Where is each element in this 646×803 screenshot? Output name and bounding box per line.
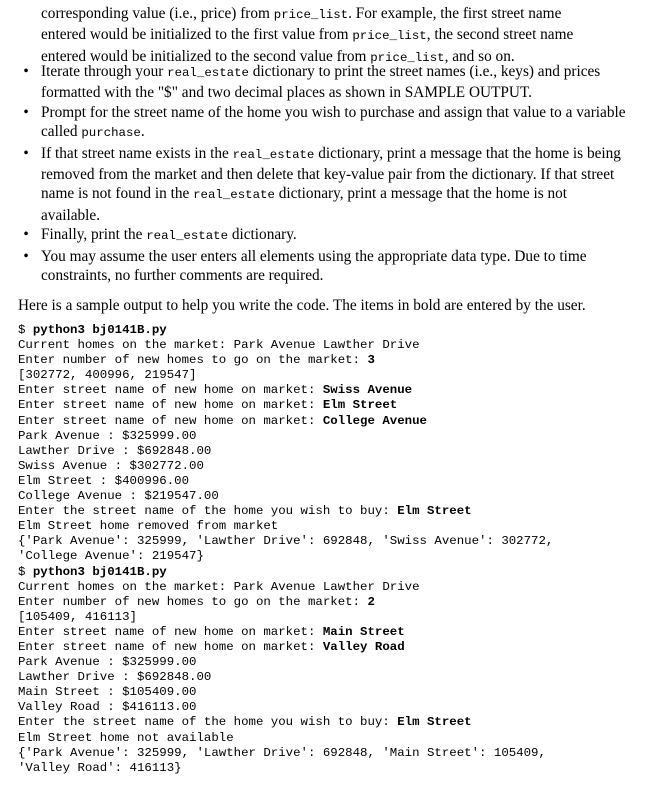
terminal-line [18, 414, 638, 429]
program-output: Enter number of new homes to go on the market: [18, 353, 368, 368]
terminal-line [18, 474, 638, 489]
intro-text: . For example, the first street name [348, 5, 562, 22]
terminal-line [18, 700, 638, 715]
intro-line [41, 25, 626, 46]
program-output: Enter the street name of the home you wish to buy: [18, 504, 398, 519]
bullet-item [0, 62, 626, 103]
shell-prompt: $ [18, 323, 33, 337]
bullet-list [0, 62, 646, 285]
bullet-text: . [140, 123, 145, 141]
terminal-line [18, 731, 638, 746]
program-output: [302772, 400996, 219547] [18, 368, 197, 383]
bullet-dot-icon: • [23, 103, 29, 121]
intro-text: corresponding value (i.e., price) from [41, 5, 274, 22]
terminal-line [18, 565, 638, 580]
program-output: College Avenue : $219547.00 [18, 489, 219, 504]
bullet-text: You may assume the user enters all elements using the appropriate data type. Due to time constraints, no further comments are required. [41, 247, 587, 285]
terminal-line [18, 685, 638, 700]
terminal-line [18, 398, 638, 413]
terminal-line [18, 534, 638, 549]
inline-code: real_estate [167, 66, 249, 80]
terminal-line [18, 549, 638, 564]
terminal-line [18, 338, 638, 353]
intro-text: , and so on. [444, 47, 515, 65]
inline-code: real_estate [146, 229, 229, 244]
program-output: Elm Street : $400996.00 [18, 473, 190, 488]
terminal-line [18, 655, 638, 670]
user-input: 3 [367, 353, 375, 368]
bullet-item [0, 225, 626, 246]
program-output: 'Valley Road': 416113} [18, 760, 182, 775]
user-input: 2 [367, 594, 375, 609]
program-output: Main Street : $105409.00 [18, 685, 197, 700]
program-output: Enter street name of new home on market: [18, 639, 323, 654]
inline-code: price_list [352, 29, 427, 44]
program-output: {'Park Avenue': 325999, 'Lawther Drive': 692848, 'Swiss Avenue': 302772, [18, 534, 554, 549]
program-output: Enter number of new homes to go on the market: [18, 594, 368, 609]
program-output: [105409, 416113] [18, 609, 137, 624]
bullet-dot-icon: • [23, 144, 29, 162]
intro-line [41, 4, 626, 25]
terminal-line [18, 504, 638, 519]
program-output: Elm Street home not available [18, 730, 234, 745]
terminal-line [18, 670, 638, 685]
bullet-text: If that street name exists in the [41, 144, 233, 162]
intro-text: entered would be initialized to the second value from [41, 47, 371, 65]
terminal-line [18, 625, 638, 640]
bullet-text: dictionary, print a message that the home is being removed from the market and then delete that key-value pair from the dictionary. If that street name is not found in the [41, 144, 621, 203]
program-output: Enter street name of new home on market: [18, 398, 323, 413]
program-output: Swiss Avenue : $302772.00 [18, 458, 204, 473]
bullet-dot-icon: • [23, 247, 29, 265]
terminal-line [18, 429, 638, 444]
program-output: Lawther Drive : $692848.00 [18, 670, 212, 685]
program-output: {'Park Avenue': 325999, 'Lawther Drive': 692848, 'Main Street': 105409, [18, 745, 546, 760]
bullet-text: Iterate through your [41, 63, 168, 80]
bullet-dot-icon: • [23, 226, 29, 244]
intro-paragraph [41, 4, 626, 68]
terminal-line [18, 353, 638, 368]
sample-output-heading: Here is a sample output to help you write the code. The items in bold are entered by the user. [18, 297, 586, 314]
terminal-line [18, 610, 638, 625]
user-input: python3 bj0141B.py [32, 564, 167, 579]
shell-prompt: $ [18, 564, 33, 579]
user-input: Elm Street [397, 504, 472, 519]
user-input: Elm Street [322, 398, 398, 413]
bullet-item [0, 247, 626, 286]
terminal-line [18, 323, 638, 338]
program-output: Current homes on the market: Park Avenue Lawther Drive [18, 579, 420, 594]
intro-text: entered would be initialized to the first value from [41, 26, 353, 44]
terminal-line [18, 519, 638, 534]
program-output: Park Avenue : $325999.00 [18, 428, 197, 443]
terminal-line [18, 595, 638, 610]
user-input: Valley Road [322, 639, 405, 654]
program-output: Lawther Drive : $692848.00 [18, 443, 212, 458]
sample-output-terminal [18, 323, 638, 776]
inline-code: purchase [81, 126, 141, 141]
user-input: Main Street [322, 624, 405, 639]
program-output: Valley Road : $416113.00 [18, 700, 197, 715]
terminal-line [18, 715, 638, 730]
bullet-item [0, 144, 626, 226]
program-output: Enter street name of new home on market: [18, 624, 323, 639]
inline-code: price_list [370, 50, 445, 65]
user-input: Elm Street [397, 715, 472, 730]
bullet-item [0, 103, 626, 144]
intro-text: , the second street name [426, 26, 574, 44]
terminal-line [18, 761, 638, 776]
bullet-dot-icon: • [23, 63, 29, 80]
program-output: Current homes on the market: Park Avenue Lawther Drive [18, 338, 420, 353]
terminal-line [18, 368, 638, 383]
bullet-text: Finally, print the [41, 226, 147, 244]
user-input: Swiss Avenue [322, 383, 413, 398]
user-input: College Avenue [322, 413, 427, 428]
inline-code: price_list [273, 8, 349, 22]
program-output: Enter street name of new home on market: [18, 383, 323, 398]
bullet-text: dictionary to print the street names (i.e., keys) and prices formatted with the "$" and two decimal places as shown in SAMPLE OUTPUT. [41, 63, 601, 102]
program-output: Elm Street home removed from market [18, 519, 279, 534]
program-output: Enter street name of new home on market: [18, 413, 323, 428]
program-output: Park Avenue : $325999.00 [18, 655, 197, 670]
program-output: Enter the street name of the home you wish to buy: [18, 715, 398, 730]
terminal-line [18, 746, 638, 761]
terminal-line [18, 383, 638, 398]
terminal-line [18, 580, 638, 595]
terminal-line [18, 459, 638, 474]
terminal-line [18, 444, 638, 459]
program-output: 'College Avenue': 219547} [18, 549, 204, 564]
user-input: python3 bj0141B.py [32, 323, 167, 337]
bullet-text: Prompt for the street name of the home you wish to purchase and assign that value to a variable called [41, 103, 626, 141]
terminal-line [18, 489, 638, 504]
bullet-text: dictionary, print a message that the home is not available. [41, 185, 568, 224]
bullet-text: dictionary. [228, 226, 297, 244]
terminal-line [18, 640, 638, 655]
inline-code: real_estate [193, 188, 275, 203]
inline-code: real_estate [232, 147, 315, 162]
